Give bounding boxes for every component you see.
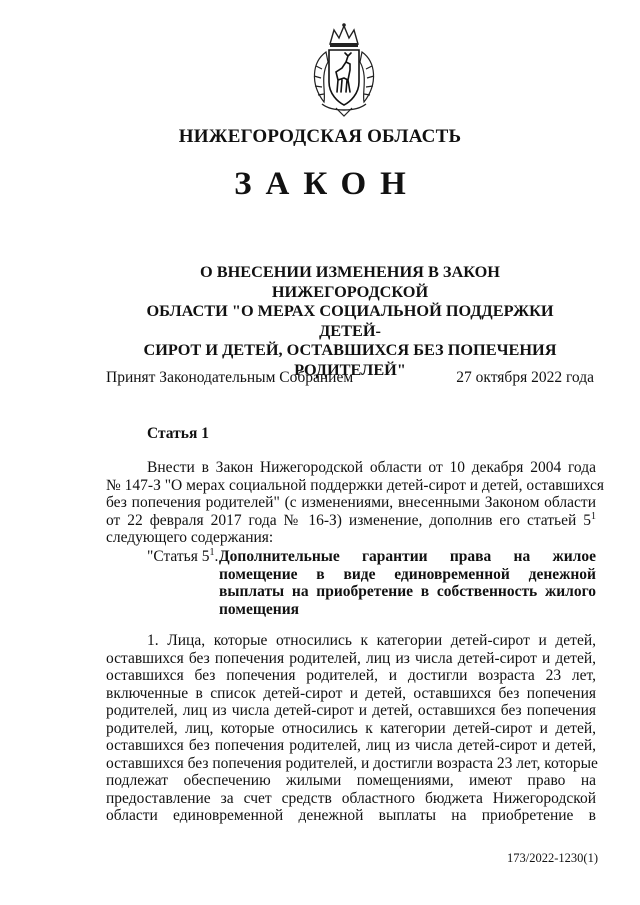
law-title-line: РОДИТЕЛЕЙ" [294,359,406,379]
text-line: родителей, лиц, которые относились к категории детей-сирот и детей, [106,719,596,737]
adoption-row [106,369,594,387]
article-heading: Статья 1 [147,425,209,442]
title-line: помещение в виде единовременной денежной [219,565,596,583]
document-type: ЗАКОН [234,166,420,202]
text-line: подлежат обеспечению жилыми помещениями, имеют право на [106,772,596,789]
superscript: 1 [591,510,596,522]
quoted-article-label [147,548,218,566]
text-segment: от 22 февраля 2017 года № 16-З) изменение, дополнив его статьей 5 [106,511,591,529]
superscript: 1 [209,546,215,558]
law-title-line: ОБЛАСТИ "О МЕРАХ СОЦИАЛЬНОЙ ПОДДЕРЖКИ ДЕТЕЙ- [146,301,554,340]
quoted-article-title [219,548,596,618]
text-segment: "Статья 5 [147,548,210,565]
text-line: следующего содержания: [106,529,274,546]
adoption-date: 27 октября 2022 года [456,369,594,386]
text-line: предоставление за счет средств областного бюджета Нижегородской [106,789,596,807]
text-line: родителей, лиц из числа детей-сирот и детей, оставшихся без попечения [106,702,596,719]
clause-1 [106,632,596,825]
text-segment: . [214,548,219,565]
text-line: оставшихся без попечения родителей, и достигли возраста 23 лет, которые [106,754,598,772]
text-line: № 147-З "О мерах социальной поддержки детей-сирот и детей, оставшихся [106,476,605,494]
document-code: 173/2022-1230(1) [507,851,598,865]
text-line: Внести в Закон Нижегородской области от 10 декабря 2004 года [147,459,596,476]
region-name: НИЖЕГОРОДСКАЯ ОБЛАСТЬ [178,126,462,147]
text-line: без попечения родителей" (с изменениями, внесенными Законом области [106,494,596,511]
text-line: 1. Лица, которые относились к категории детей-сирот и детей, [147,632,596,649]
law-title-line: О ВНЕСЕНИИ ИЗМЕНЕНИЯ В ЗАКОН НИЖЕГОРОДСКОЙ [200,262,500,301]
title-line: Дополнительные гарантии права на жилое [219,548,596,565]
text-line: области единовременной денежной выплаты на приобретение в [106,807,596,824]
law-title [120,262,580,379]
title-line: выплаты на приобретение в собственность жилого [219,583,596,600]
title-line: помещения [219,600,300,618]
adopted-by: Принят Законодательным Собранием [106,369,354,386]
text-line [106,512,596,530]
text-line: оставшихся без попечения родителей, и достигли возраста 23 лет, [106,667,596,684]
nizhny-novgorod-coat-of-arms-icon [306,22,382,118]
article-intro [106,459,605,547]
text-line: включенные в список детей-сирот и детей, оставшихся без попечения [106,684,596,702]
text-line: оставшихся без попечения родителей, лиц из числа детей-сирот и детей, [106,737,596,754]
law-title-line: СИРОТ И ДЕТЕЙ, ОСТАВШИХСЯ БЕЗ ПОПЕЧЕНИЯ [143,340,557,359]
text-line: оставшихся без попечения родителей, лиц из числа детей-сирот и детей, [106,649,596,667]
